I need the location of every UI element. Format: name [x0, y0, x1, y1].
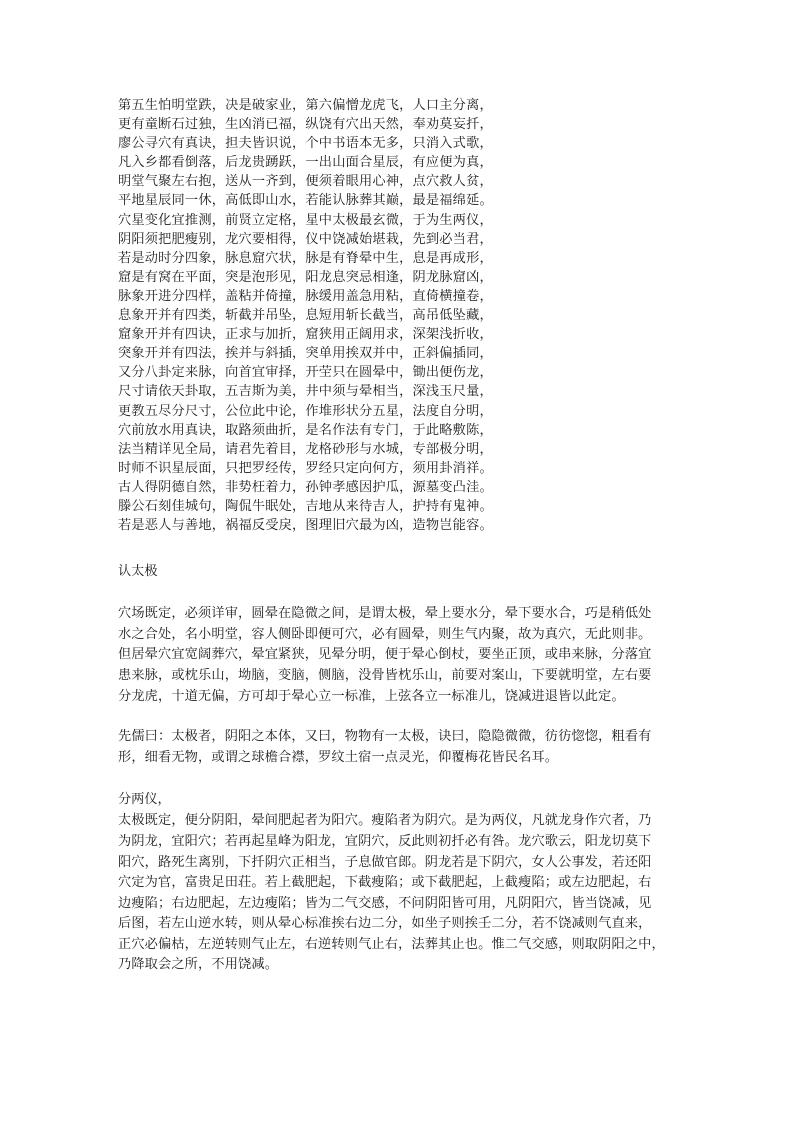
paragraph-line: 形，细看无物，或谓之球檐合襟，罗纹土宿一点灵光，仰覆梅花皆民名耳。 [118, 749, 559, 765]
verse-line: 凡入乡都看倒落，后龙贵踴跃，一出山面合星辰，有应便为真， [118, 155, 493, 171]
verse-line: 穴前放水用真诀，取路须曲折，是名作法有专门，于此略敷陈， [118, 422, 493, 438]
verse-line: 若是动时分四象，脉息窟穴状，脉是有脊晕中生，息是再成形， [118, 250, 493, 266]
section-title-liangyi: 分两仪， [118, 792, 171, 808]
verse-line: 若是恶人与善地，祸福反受戾，图理旧穴最为凶，造物岂能容。 [118, 518, 493, 534]
verse-line: 平地星辰同一休，高低即山水，若能认脉葬其巅，最是福绵延。 [118, 193, 493, 209]
verse-line: 窟象开并有四诀，正求与加折，窟狭用正阔用求，深架浅折收， [118, 327, 493, 343]
paragraph-line: 边瘦陷；右边肥起，左边瘦陷；皆为二气交感，不问阴阳皆可用，凡阴阳穴，皆当饶减，见 [118, 895, 652, 911]
verse-line: 息象开并有四类，斩截并吊坠，息短用斩长截当，高吊低坠藏， [118, 308, 493, 324]
paragraph-line: 患来脉，或枕乐山，坳脑，变脑，侧脑，没骨皆枕乐山，前要对案山，下要就明堂，左右要 [118, 667, 652, 683]
verse-line: 明堂气聚左右抱，送从一齐到，便须着眼用心神，点穴救人贫， [118, 174, 493, 190]
paragraph-line: 穴定为官，富贵足田荘。若上截肥起，下截瘦陷；或下截肥起，上截瘦陷；或左边肥起，右 [118, 875, 652, 891]
verse-block [118, 96, 678, 535]
section-title-taiji: 认太极 [118, 564, 158, 580]
paragraph-line: 乃降取会之所，不用饶减。 [118, 957, 279, 973]
verse-line: 尺寸请依天卦取，五吉斯为美，井中须与晕相当，深浅玉尺量， [118, 384, 493, 400]
paragraph-line: 穴场既定，必须详审，圆晕在隐微之间，是谓太极，晕上要水分，晕下要水合，巧是稍低处 [118, 606, 652, 622]
verse-line: 更教五尽分尺寸，公位此中论，作堆形状分五星，法度自分明， [118, 403, 493, 419]
verse-line: 穴星变化宜推测，前贤立定格，星中太极最玄微，于为生两仪， [118, 212, 493, 228]
verse-line: 法当精详见全局，请君先着目，龙格砂形与水城，专部极分明， [118, 441, 493, 457]
verse-line: 廖公寻穴有真诀，担夫皆识说，个中书语本无多，只消入式歌， [118, 136, 493, 152]
document-page [118, 96, 678, 976]
paragraph-line: 分龙虎，十道无偏，方可却于晕心立一标准，上弦各立一标准儿，饶减进退皆以此定。 [118, 688, 625, 704]
paragraph-line: 为阴龙，宜阳穴；若再起星峰为阳龙，宜阴穴，反此则初扦必有咎。龙穴歌云，阳龙切莫下 [118, 833, 652, 849]
paragraph-line: 阳穴，路死生离别，下扦阴穴正相当，子息做官郎。阴龙若是下阴穴，女人公事发，若还阳 [118, 854, 652, 870]
paragraph-line: 太极既定，便分阴阳，晕间肥起者为阳穴。瘦陷者为阴穴。是为两仪，凡就龙身作穴者，乃 [118, 813, 652, 829]
verse-line: 窟是有窝在平面，突是泡形见，阳龙息突忌相逢，阴龙脉窟凶， [118, 269, 493, 285]
verse-line: 第五生怕明堂跌，决是破家业，第六偏憎龙虎飞，人口主分离， [118, 98, 493, 113]
paragraph-line: 后图，若左山逆水转，则从晕心标准挨右边二分，如坐子则挨壬二分，若不饶减则气直来， [118, 916, 652, 932]
verse-line: 古人得阴德自然，非势枉着力，孙钟孝感因护瓜，源墓变凸洼。 [118, 479, 493, 495]
paragraph-line: 先儒曰：太极者，阴阳之本体，又曰，物物有一太极，诀曰，隐隐微微，彷彷惚惚，粗看有 [118, 729, 652, 745]
paragraph-line: 但居晕穴宜宽阔葬穴，晕宜紧狭，见晕分明，便于晕心倒杖，要坐正顶，或串来脉，分落宜 [118, 647, 652, 663]
paragraph-line: 水之合处，名小明堂，容人侧卧即便可穴，必有圆晕，则生气内聚，故为真穴，无此则非。 [118, 626, 652, 642]
verse-line: 脉象开进分四样，盖粘并倚撞，脉缓用盖急用粘，直倚横撞卷， [118, 288, 493, 304]
verse-line: 阴阳须把肥瘦别，龙穴要相得，仪中饶减始堪栽，先到必当君， [118, 231, 493, 247]
verse-line: 滕公石刻佳城句，陶侃牛眠处，吉地从来待吉人，护持有鬼神。 [118, 498, 493, 514]
paragraph-taiji [118, 604, 678, 707]
paragraph-xianru [118, 727, 678, 768]
verse-line: 更有童断石过独，生凶消已福，纵饶有穴出天然，奉劝莫妄扦， [118, 117, 493, 133]
paragraph-liangyi [118, 811, 678, 976]
verse-line: 时师不识星辰面，只把罗经传，罗经只定向何方，须用卦消祥。 [118, 460, 493, 476]
verse-line: 又分八卦定来脉，向首宜审择，开茔只在圆晕中，锄出便伤龙， [118, 365, 493, 381]
paragraph-line: 正穴必偏枯，左逆转则气止左，右逆转则气止右，法葬其止也。惟二气交感，则取阴阳之中， [118, 936, 665, 952]
verse-line: 突象开并有四法，挨并与斜插，突单用挨双并中，正斜偏插同， [118, 346, 493, 362]
